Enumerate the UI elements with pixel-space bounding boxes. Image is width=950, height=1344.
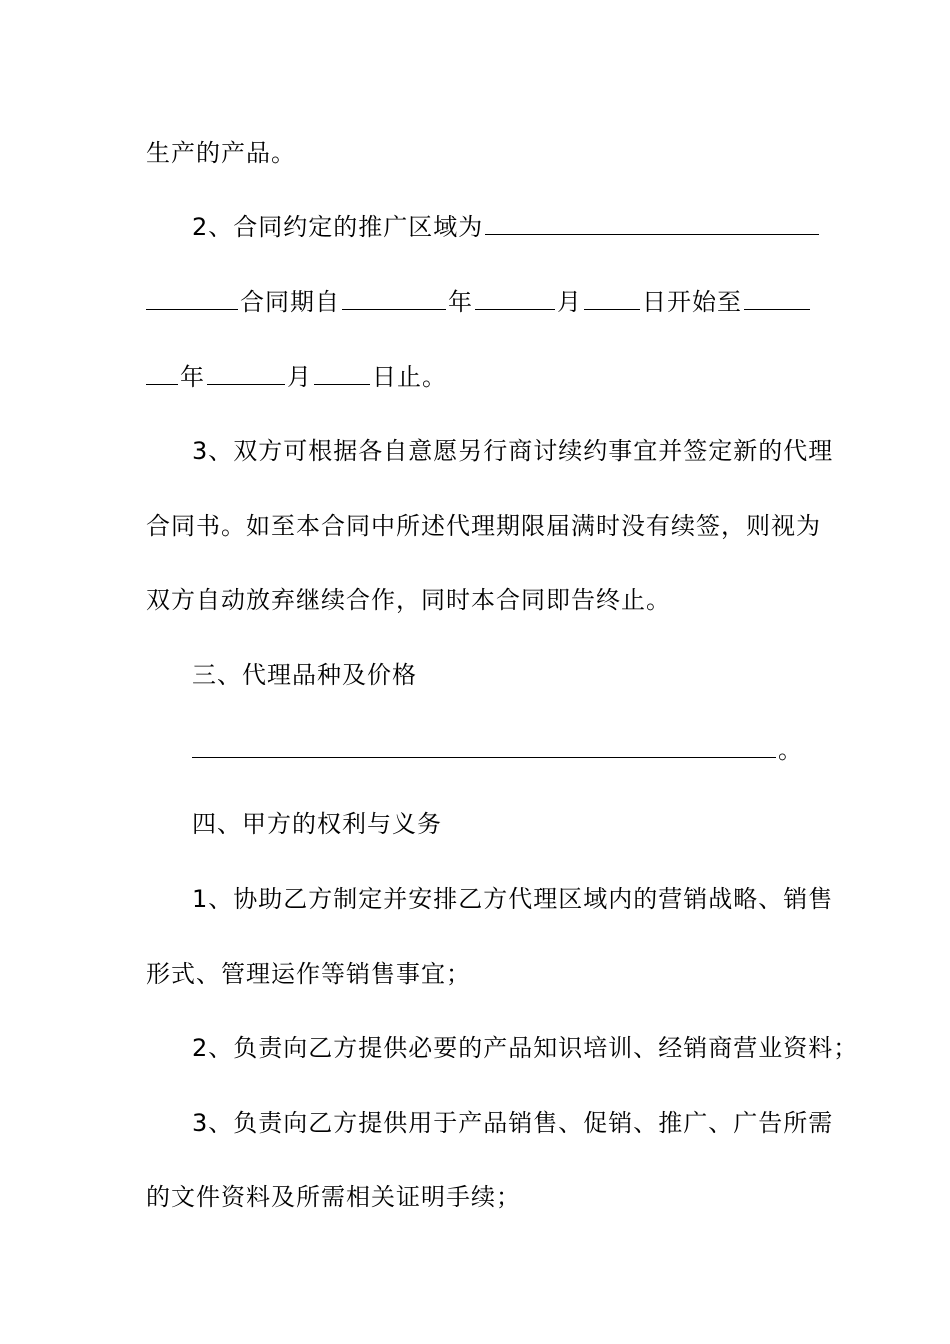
text: 生产的产品。 <box>146 139 296 167</box>
text: 四、甲方的权利与义务 <box>192 810 442 838</box>
paragraph-line <box>146 585 671 615</box>
fill-blank-varieties <box>192 735 776 758</box>
text: 1、协助乙方制定并安排乙方代理区域内的营销战略、销售 <box>192 885 834 913</box>
text: 年 <box>448 288 473 316</box>
paragraph-line <box>146 138 296 168</box>
text: 合同期自 <box>240 288 340 316</box>
fill-blank-end-year <box>744 287 810 310</box>
paragraph-line <box>146 362 447 392</box>
fill-blank-region-cont <box>146 287 238 310</box>
paragraph-line <box>192 1033 858 1063</box>
fill-blank-end-month <box>207 362 285 385</box>
text: 日止。 <box>372 363 447 391</box>
paragraph-line <box>192 1108 833 1138</box>
paragraph-line <box>192 212 821 242</box>
fill-blank-end-day <box>314 362 370 385</box>
text: 形式、管理运作等销售事宜； <box>146 960 471 988</box>
section-heading <box>192 809 442 839</box>
section-heading <box>192 660 417 690</box>
text: 日开始至 <box>642 288 742 316</box>
fill-blank-end-year-cont <box>146 362 178 385</box>
text: 3、双方可根据各自意愿另行商讨续约事宜并签定新的代理 <box>192 437 834 465</box>
paragraph-line <box>192 436 833 466</box>
text: 月 <box>287 363 312 391</box>
fill-blank-start-year <box>342 287 446 310</box>
text: 2、合同约定的推广区域为 <box>192 213 484 241</box>
text: 3、负责向乙方提供用于产品销售、促销、推广、广告所需 <box>192 1109 834 1137</box>
fill-blank-region <box>485 212 819 235</box>
text: 2、负责向乙方提供必要的产品知识培训、经销商营业资料； <box>192 1034 859 1062</box>
fill-blank-start-month <box>475 287 555 310</box>
paragraph-line <box>146 511 821 541</box>
text: 月 <box>557 288 582 316</box>
text: 年 <box>180 363 205 391</box>
text: 双方自动放弃继续合作，同时本合同即告终止。 <box>146 586 671 614</box>
paragraph-line <box>146 959 471 989</box>
text: 三、代理品种及价格 <box>192 661 417 689</box>
paragraph-line <box>192 884 833 914</box>
paragraph-line <box>146 1182 521 1212</box>
fill-blank-start-day <box>584 287 640 310</box>
text: 。 <box>778 736 803 764</box>
paragraph-line <box>146 287 812 317</box>
paragraph-line <box>192 735 803 765</box>
text: 的文件资料及所需相关证明手续； <box>146 1183 521 1211</box>
text: 合同书。如至本合同中所述代理期限届满时没有续签，则视为 <box>146 512 821 540</box>
